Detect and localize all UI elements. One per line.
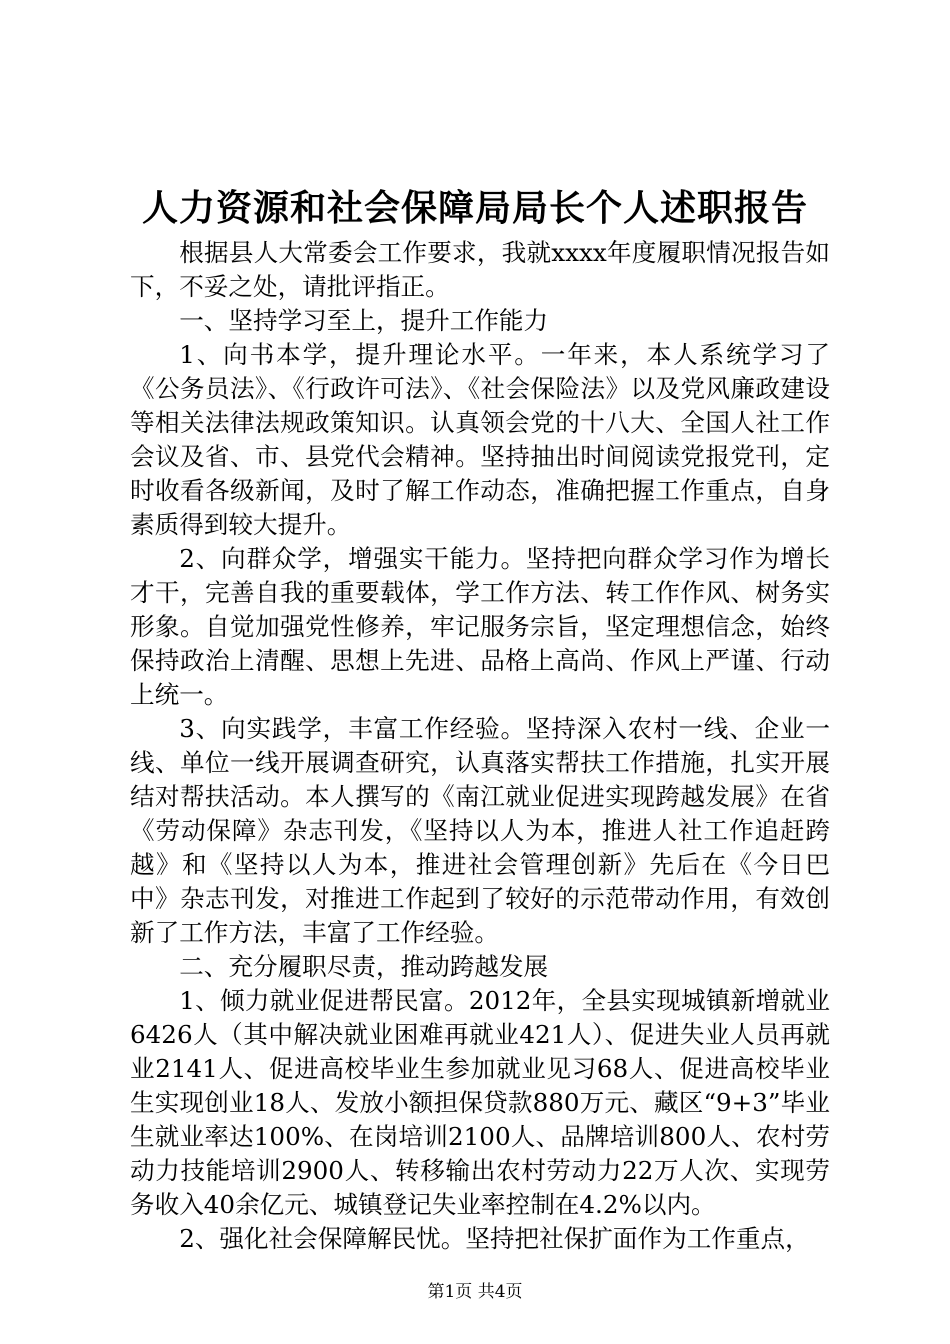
section-heading-1: 一、坚持学习至上，提升工作能力 — [179, 306, 549, 335]
document-title: 人力资源和社会保障局局长个人述职报告 — [141, 187, 808, 229]
page-number-footer: 第1页 共4页 — [427, 1282, 523, 1302]
document-body — [130, 236, 830, 1256]
section-heading-2: 二、充分履职尽责，推动跨越发展 — [179, 952, 549, 981]
paragraph-1-2: 2、向群众学，增强实干能力。坚持把向群众学习作为增长才干，完善自我的重要载体，学工作方法、转工作作风、树务实形象。自觉加强党性修养，牢记服务宗旨，坚定理想信念，始终保持政治上清醒、思想上先进、品格上高尚、作风上严谨、行动上统一。 — [130, 544, 830, 709]
paragraph-2-1: 1、倾力就业促进帮民富。2012年，全县实现城镇新增就业6426人（其中解决就业困难再就业421人）、促进失业人员再就业2141人、促进高校毕业生参加就业见习68人、促进高校毕业生实现创业18人、发放小额担保贷款880万元、藏区“9+3”毕业生就业率达100%、在岗培训2100人、品牌培训800人、农村劳动力技能培训2900人、转移输出农村劳动力22万人次、实现劳务收入40余亿元、城镇登记失业率控制在4.2%以内。 — [130, 986, 830, 1219]
intro-paragraph: 根据县人大常委会工作要求，我就xxxx年度履职情况报告如下，不妥之处，请批评指正。 — [130, 238, 830, 301]
paragraph-1-1: 1、向书本学，提升理论水平。一年来，本人系统学习了《公务员法》、《行政许可法》、《社会保险法》以及党风廉政建设等相关法律法规政策知识。认真领会党的十八大、全国人社工作会议及省、市、县党代会精神。坚持抽出时间阅读党报党刊，定时收看各级新闻，及时了解工作动态，准确把握工作重点，自身素质得到较大提升。 — [130, 340, 830, 539]
paragraph-1-3: 3、向实践学，丰富工作经验。坚持深入农村一线、企业一线、单位一线开展调查研究，认真落实帮扶工作措施，扎实开展结对帮扶活动。本人撰写的《南江就业促进实现跨越发展》在省《劳动保障》杂志刊发，《坚持以人为本，推进人社工作追赶跨越》和《坚持以人为本，推进社会管理创新》先后在《今日巴中》杂志刊发，对推进工作起到了较好的示范带动作用，有效创新了工作方法，丰富了工作经验。 — [130, 714, 830, 947]
paragraph-2-2: 2、强化社会保障解民忧。坚持把社保扩面作为工作重点， — [179, 1224, 810, 1253]
